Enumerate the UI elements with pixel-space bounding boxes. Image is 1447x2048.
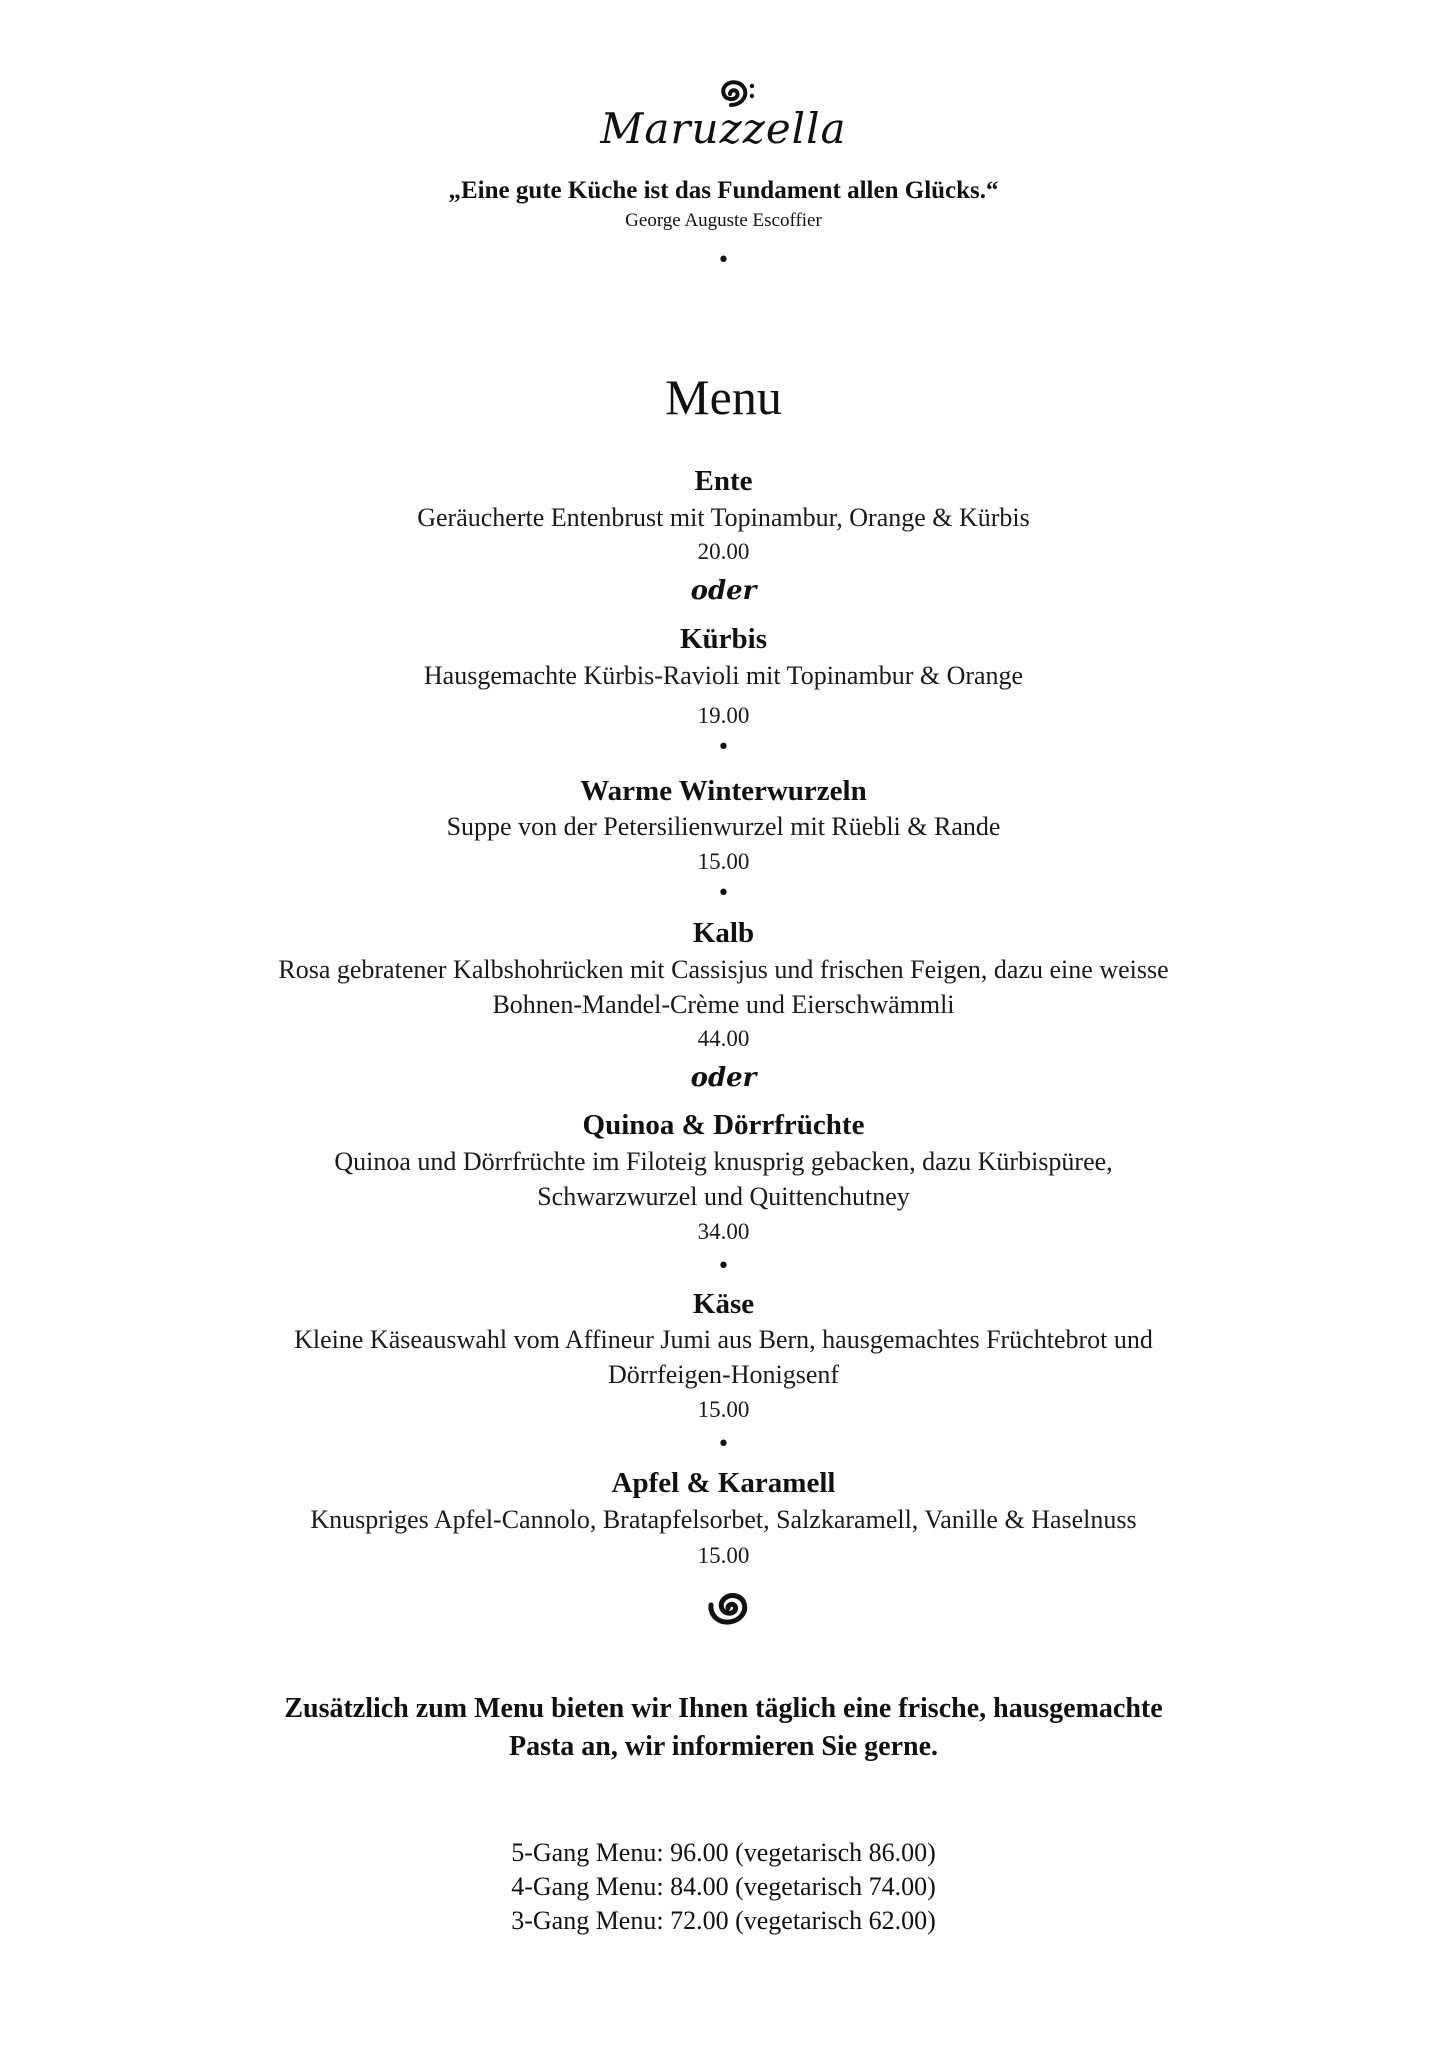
course-name: Warme Winterwurzeln <box>580 775 867 807</box>
quote-text: „Eine gute Küche ist das Fundament allen Glücks.“ <box>448 177 999 204</box>
course-description: Dörrfeigen-Honigsenf <box>607 1360 840 1389</box>
separator-bullet: • <box>717 735 730 760</box>
oder-label: oder <box>690 1063 757 1093</box>
course-price: 15.00 <box>697 849 750 874</box>
separator-bullet: • <box>717 881 730 906</box>
course-price: 15.00 <box>697 1543 750 1568</box>
course-name: Kürbis <box>679 623 768 655</box>
course-name: Ente <box>694 465 753 497</box>
course-name: Apfel & Karamell <box>611 1467 836 1499</box>
course-description: Suppe von der Petersilienwurzel mit Rüebli & Rande <box>446 812 1001 841</box>
course-name: Kalb <box>692 917 755 949</box>
course-name: Quinoa & Dörrfrüchte <box>582 1109 865 1141</box>
course-price: 20.00 <box>697 539 750 564</box>
menu-price-line: 5-Gang Menu: 96.00 (vegetarisch 86.00) <box>511 1838 936 1867</box>
menu-title: Menu <box>665 369 782 425</box>
course-description: Kleine Käseauswahl vom Affineur Jumi aus Bern, hausgemachtes Früchtebrot und <box>294 1325 1153 1354</box>
course-description: Geräucherte Entenbrust mit Topinambur, Orange & Kürbis <box>417 503 1030 532</box>
course-price: 15.00 <box>697 1397 750 1422</box>
separator-bullet: • <box>717 1254 730 1279</box>
course-description: Schwarzwurzel und Quittenchutney <box>537 1182 910 1211</box>
course-description: Knuspriges Apfel-Cannolo, Bratapfelsorbet, Salzkaramell, Vanille & Haselnuss <box>310 1505 1137 1534</box>
course-description: Rosa gebratener Kalbshohrücken mit Cassisjus und frischen Feigen, dazu eine weisse <box>278 955 1169 984</box>
course-price: 44.00 <box>697 1026 750 1051</box>
pasta-note: Zusätzlich zum Menu bieten wir Ihnen täglich eine frische, hausgemachte <box>284 1693 1163 1724</box>
course-description: Hausgemachte Kürbis-Ravioli mit Topinambur & Orange <box>423 661 1024 690</box>
oder-label: oder <box>690 576 757 606</box>
course-price: 34.00 <box>697 1219 750 1244</box>
course-description: Quinoa und Dörrfrüchte im Filoteig knusprig gebacken, dazu Kürbispüree, <box>334 1147 1113 1176</box>
course-price: 19.00 <box>697 703 750 728</box>
pasta-note: Pasta an, wir informieren Sie gerne. <box>508 1731 938 1762</box>
menu-price-line: 4-Gang Menu: 84.00 (vegetarisch 74.00) <box>511 1872 936 1901</box>
spiral-ornament-icon <box>702 1582 758 1634</box>
separator-bullet: • <box>717 248 730 273</box>
quote-author: George Auguste Escoffier <box>625 210 822 231</box>
separator-bullet: • <box>717 1432 730 1457</box>
course-description: Bohnen-Mandel-Crème und Eierschwämmli <box>492 990 955 1019</box>
course-name: Käse <box>692 1288 755 1320</box>
logo-wordmark: Maruzzella <box>600 104 847 153</box>
menu-price-line: 3-Gang Menu: 72.00 (vegetarisch 62.00) <box>511 1906 936 1935</box>
